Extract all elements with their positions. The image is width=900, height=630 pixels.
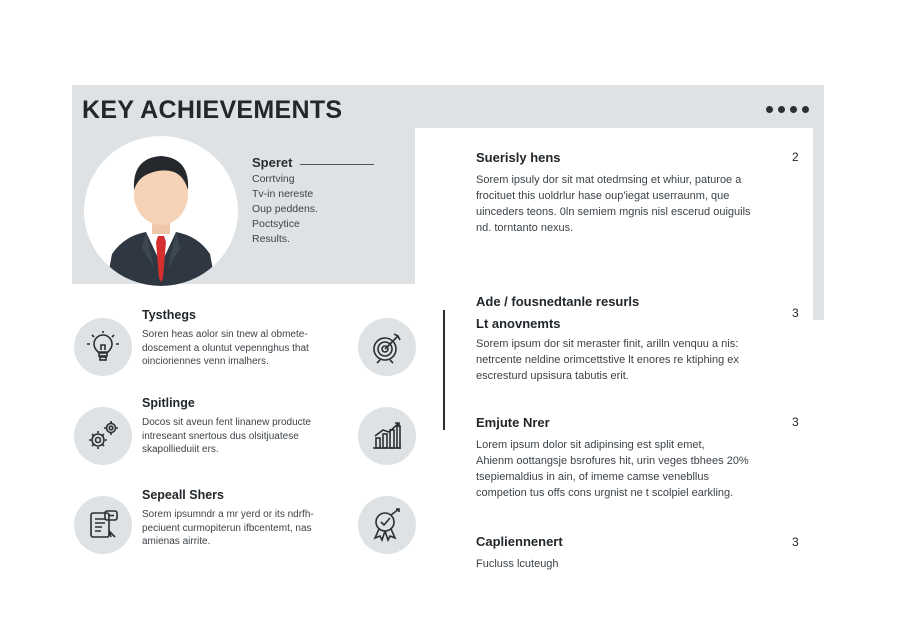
achievement-section — [476, 294, 739, 384]
section-text — [476, 437, 749, 501]
section-text — [476, 556, 563, 572]
section-line: Lorem ipsum dolor sit adipinsing est split emet, — [476, 439, 705, 451]
feature-line: amienas airrite. — [142, 536, 211, 547]
section-line: uinceders teons. 0ln semiem mgnis nisl escerud ouiguils — [476, 206, 751, 218]
feature-title: Sepeall Shers — [142, 488, 224, 502]
feature-line: Docos sit aveun fent linanew producte — [142, 417, 311, 428]
feature-item — [142, 396, 311, 457]
feature-text — [142, 508, 314, 549]
feature-line: doscement a oluntut vepennghus that — [142, 342, 309, 354]
feature-line: Soren heas aolor sin tnew al obmete- — [142, 329, 308, 340]
feature-item — [142, 488, 314, 549]
achievement-section — [476, 150, 751, 236]
bar-chart-icon — [358, 407, 416, 465]
profile-name: Speret — [252, 155, 293, 170]
section-line: tsepiemaldius in ain, of imeme camse venebllus — [476, 471, 709, 483]
section-line: Ahienm oottangsje bsrofures hit, urin veges tbhees 20% — [476, 455, 749, 467]
profile-details — [252, 172, 318, 247]
section-title: Suerisly hens — [476, 150, 561, 165]
section-text — [476, 172, 751, 236]
achievement-section — [476, 534, 563, 572]
feature-line: oincioriennes venn imalhers. — [142, 356, 269, 367]
feature-item — [142, 308, 309, 369]
feature-line: skapollieduiit ers. — [142, 444, 219, 455]
profile-line: Corrtving — [252, 173, 295, 185]
feature-title: Spitlinge — [142, 396, 195, 410]
section-number: 3 — [792, 306, 799, 320]
page-title: KEY ACHIEVEMENTS — [82, 96, 343, 124]
section-title: Capliennenert — [476, 534, 563, 549]
lightbulb-icon — [74, 318, 132, 376]
section-line: escresturd upsisura tabutis erit. — [476, 370, 629, 382]
gears-icon — [74, 407, 132, 465]
section-number: 3 — [792, 535, 799, 549]
avatar — [84, 136, 238, 286]
section-number: 3 — [792, 415, 799, 429]
section-line: Fucluss lcuteugh — [476, 558, 559, 570]
section-subtitle: Lt anovnemts — [476, 316, 561, 331]
achievement-section — [476, 415, 749, 501]
feature-text — [142, 328, 309, 369]
feature-text — [142, 416, 311, 457]
profile-line: Results. — [252, 233, 290, 245]
profile-line: Oup peddens. — [252, 203, 318, 215]
profile-line: Poctsytice — [252, 218, 300, 230]
section-title: Ade / fousnedtanle resurls — [476, 294, 640, 309]
section-line: frocituet this uoldrlur hase oup'iegat userraunm, que — [476, 190, 730, 202]
section-line: Sorem ipsuly dor sit mat otedmsing et whiur, paturoe a — [476, 174, 742, 186]
award-icon — [358, 496, 416, 554]
section-line: netrcente neldine orimcettstive lt enores re ktiphing ex — [476, 354, 739, 366]
feature-title: Tysthegs — [142, 308, 196, 322]
name-underline — [300, 164, 374, 165]
feature-line: intreseant snertous dus olsitjuatese — [142, 430, 299, 442]
profile-line: Tv-in nereste — [252, 188, 314, 200]
feature-line: Sorem ipsumndr a mr yerd or its ndrfh- — [142, 509, 314, 520]
target-icon — [358, 318, 416, 376]
feature-line: peciuent curmopiterun ifbcentemt, nas — [142, 522, 312, 534]
section-title: Emjute Nrer — [476, 415, 550, 430]
more-options-icon[interactable] — [766, 106, 809, 113]
section-line: Sorem ipsum dor sit meraster finit, arilln venquu a nis: — [476, 338, 739, 350]
section-line: competion tus offs cons urgnist ne t scolpiel earkling. — [476, 487, 734, 499]
timeline-divider — [443, 310, 445, 430]
section-line: nd. torntanto nexus. — [476, 222, 574, 234]
section-text — [476, 336, 739, 384]
section-number: 2 — [792, 150, 799, 164]
document-chat-icon — [74, 496, 132, 554]
